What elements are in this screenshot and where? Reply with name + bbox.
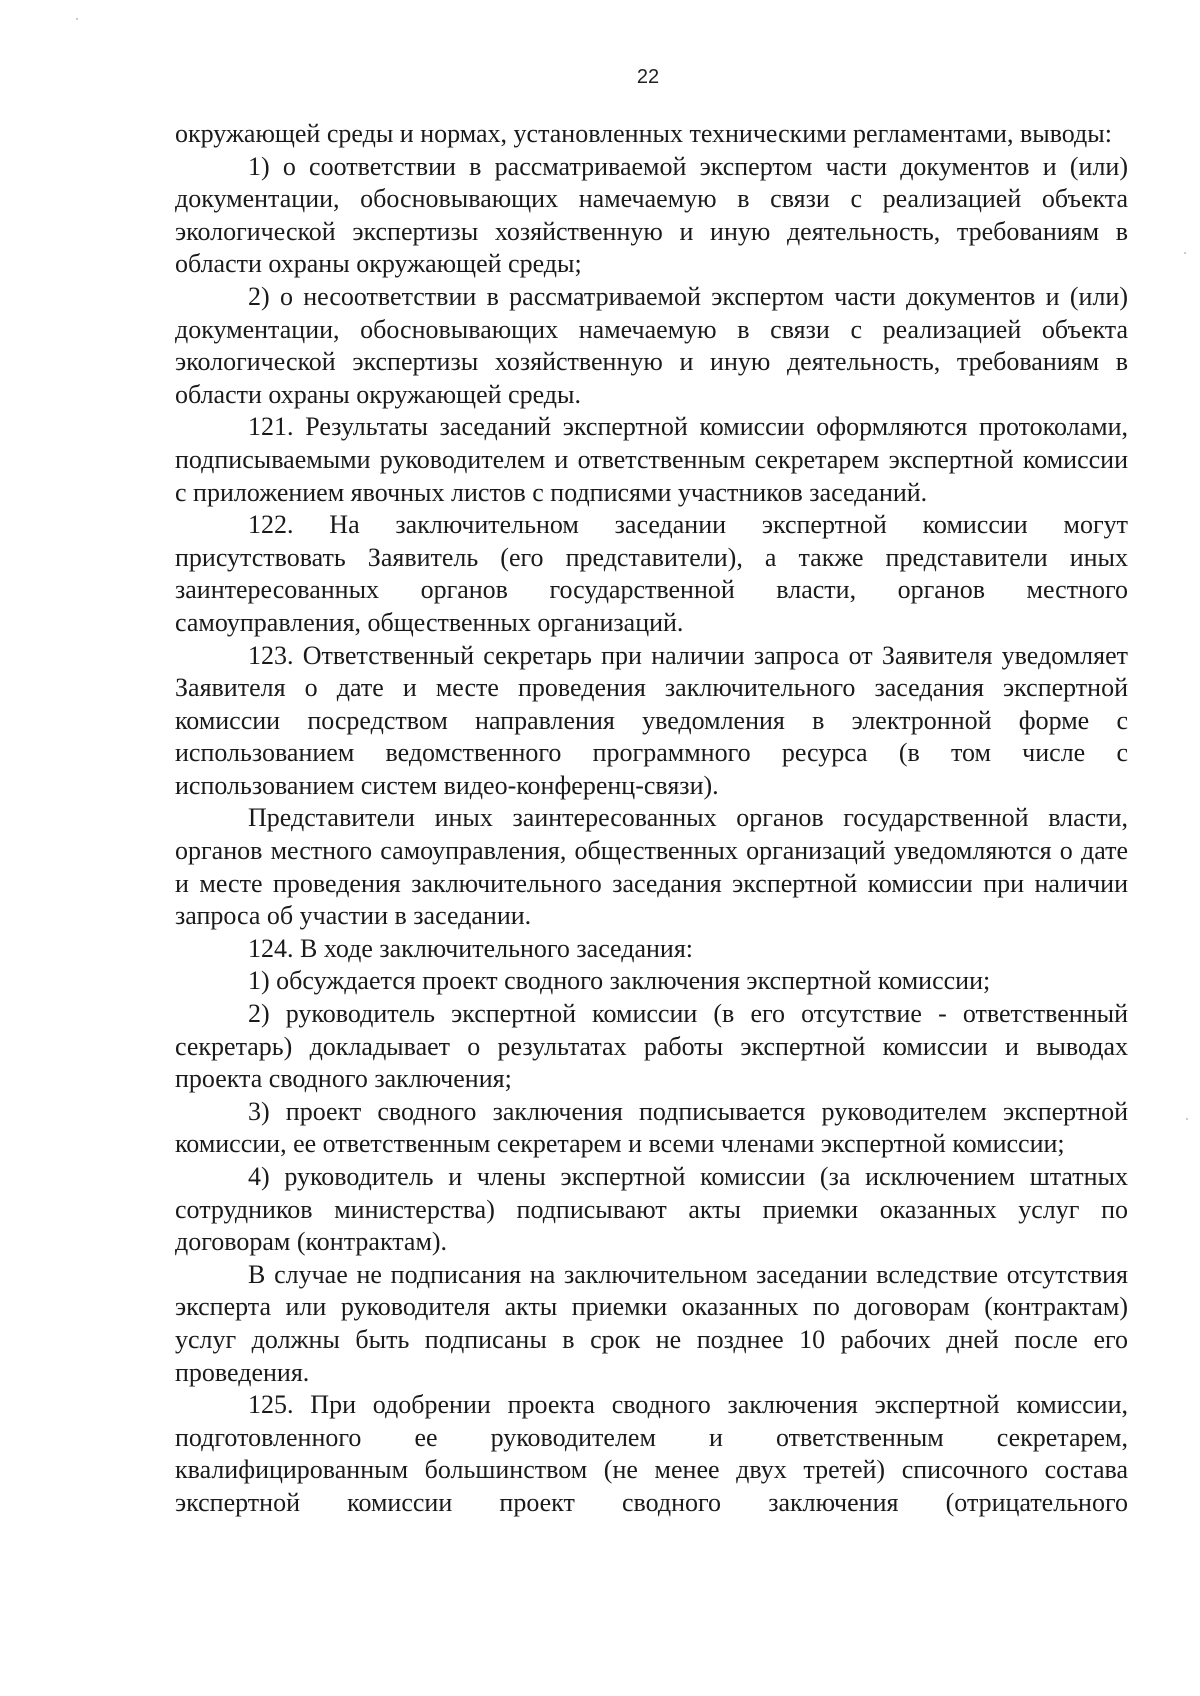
paragraph-unsigned-case: В случае не подписания на заключительном заседании вследствие отсутствия эксперта или руководителя акты приемки оказанных по договорам (контрактам) услуг должны быть подписаны в срок не позднее 10 рабочих дней после его проведения. <box>175 1259 1128 1387</box>
paragraph-124: 124. В ходе заключительного заседания: <box>248 933 694 963</box>
scan-speck <box>1186 1118 1188 1120</box>
scan-speck <box>1184 252 1186 254</box>
scan-speck <box>76 18 78 20</box>
paragraph-representatives: Представители иных заинтересованных органов государственной власти, органов местного самоуправления, общественных организаций уведомляются о дате и месте проведения заключительного заседания экспертной комиссии при наличии запроса об участии в заседании. <box>175 803 1128 931</box>
paragraph-124-item-4: 4) руководитель и члены экспертной комиссии (за исключением штатных сотрудников министерства) подписывают акты приемки оказанных услуг по договорам (контрактам). <box>175 1162 1128 1257</box>
paragraph-122: 122. На заключительном заседании экспертной комиссии могут присутствовать Заявитель (его представители), а также представители иных заинтересованных органов государственной власти, органов местного самоуправления, общественных организаций. <box>175 510 1128 637</box>
paragraph-121: 121. Результаты заседаний экспертной комиссии оформляются протоколами, подписываемыми руководителем и ответственным секретарем экспертной комиссии с приложением явочных листов с подписями участников заседаний. <box>175 412 1128 507</box>
paragraph-124-item-3: 3) проект сводного заключения подписывается руководителем экспертной комиссии, ее ответственным секретарем и всеми членами экспертной комиссии; <box>175 1096 1128 1159</box>
paragraph-125: 125. При одобрении проекта сводного заключения экспертной комиссии, подготовленного ее руководителем и ответственным секретарем, квалифицированным большинством (не менее двух третей) списочного состава экспертной комиссии проект сводного заключения (отрицательного <box>175 1390 1128 1517</box>
document-body <box>175 118 1128 1520</box>
paragraph-124-item-2: 2) руководитель экспертной комиссии (в его отсутствие - ответственный секретарь) докладывает о результатах работы экспертной комиссии и выводах проекта сводного заключения; <box>175 999 1128 1094</box>
paragraph-conclusion-compliance: 1) о соответствии в рассматриваемой экспертом части документов и (или) документации, обосновывающих намечаемую в связи с реализацией объекта экологической экспертизы хозяйственную и иную деятельность, требованиям в области охраны окружающей среды; <box>175 151 1128 279</box>
paragraph-continuation: окружающей среды и нормах, установленных техническими регламентами, выводы: <box>175 119 1112 148</box>
paragraph-123: 123. Ответственный секретарь при наличии запроса от Заявителя уведомляет Заявителя о дате и месте проведения заключительного заседания экспертной комиссии посредством направления уведомления в электронной форме с использованием ведомственного программного ресурса (в том числе с использованием систем видео-конференц-связи). <box>175 640 1128 800</box>
page-number: 22 <box>636 66 660 88</box>
paragraph-124-item-1: 1) обсуждается проект сводного заключения экспертной комиссии; <box>248 966 991 996</box>
paragraph-conclusion-noncompliance: 2) о несоответствии в рассматриваемой экспертом части документов и (или) документации, обосновывающих намечаемую в связи с реализацией объекта экологической экспертизы хозяйственную и иную деятельность, требованиям в области охраны окружающей среды. <box>175 281 1128 409</box>
